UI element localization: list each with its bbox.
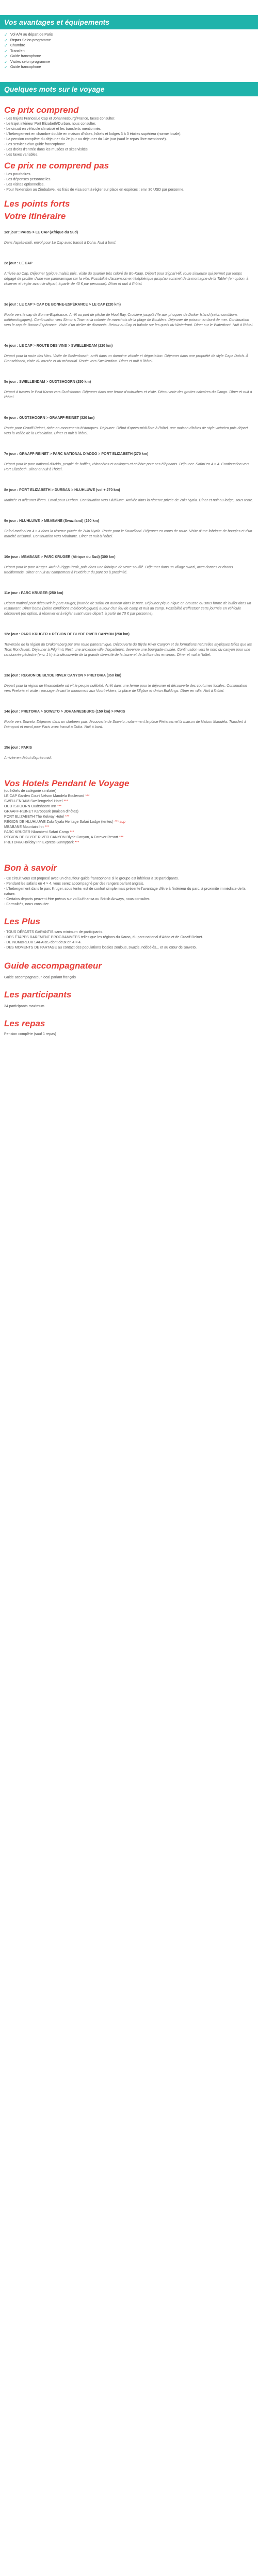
hotel-row [4, 825, 254, 830]
day-title: 13e jour : RÉGION DE BLYDE RIVER CANYON > PRETORIA (350 km) [4, 673, 122, 677]
day-title: 3e jour : LE CAP > CAP DE BONNE-ESPÉRANCE > LE CAP (220 km) [4, 302, 121, 307]
day-title: 14e jour : PRETORIA > SOWETO > JOHANNESBURG (150 km) > PARIS [4, 709, 125, 714]
hotel-row [4, 830, 254, 835]
day-block [4, 452, 254, 472]
feature-text: Guide francophone [10, 55, 41, 58]
noprix-item: - Les visites optionnelles. [4, 182, 45, 187]
day-title: 7e jour : GRAAFF-REINET > PARC NATIONAL D'ADDO > PORT ELIZABETH (270 km) [4, 452, 149, 456]
prix-item: - Le circuit en véhicule climatisé et les transferts mentionnés. [4, 127, 102, 131]
noprix-item: - Les dépenses personnelles. [4, 177, 52, 181]
day-text: Traversée de la région du Drakensberg par une route panoramique. Découverte du Blyde River Canyon et de formations naturelles atypiques telles que les Trois Rondavels. Déjeuner à Pilgrim's Rest, une ancienne ville d'orpailleurs, devenue une bourgade-musée. Continuation vers le nord du canyon pour une randonnée pédestre (env. 1 h) à la découverte de la grande diversité de la faune et de la flore des environs. Dîner et nuit à l'hôtel. [4, 642, 252, 657]
check-icon: ✓ [4, 59, 8, 64]
day-block [4, 632, 254, 658]
day-title: 10e jour : MBABANE > PARC KRUGER (Afrique du Sud) (300 km) [4, 555, 116, 559]
hotel-row [4, 799, 254, 804]
hotel-stars: *** sup [113, 820, 125, 824]
savoir-list [4, 876, 254, 907]
section-title-repas: Les repas [4, 1018, 45, 1028]
section-title-guide: Guide accompagnateur [4, 960, 102, 971]
band-about: Quelques mots sur le voyage [0, 82, 258, 96]
feature-item [4, 32, 258, 38]
hotel-stars: *** [118, 835, 123, 839]
repas-text: Pension complète (sauf 1 repas) [4, 1032, 56, 1036]
hotel-name: RÉGION DE HLUHLUWE Zulu Nyala Heritage Safari Lodge (tentes) [4, 820, 114, 824]
prix-item: - L'hébergement en chambre double en maison d'hôtes, hôtels et lodges 3 à 3 étoiles supérieur (norme locale). [4, 132, 182, 136]
features-list [0, 32, 258, 71]
day-title: 4e jour : LE CAP > ROUTE DES VINS > SWELLENDAM (220 km) [4, 344, 113, 348]
savoir-item: - Pendant les safaris en 4 × 4, vous serez accompagné par des rangers parlant anglais. [4, 882, 144, 886]
hotel-name: MBABANE Mountain Inn [4, 825, 44, 829]
plus-list [4, 930, 254, 951]
feature-text: Transfert [10, 49, 25, 53]
check-icon: ✓ [4, 48, 8, 54]
hotel-row [4, 809, 254, 815]
day-block [4, 230, 254, 246]
feature-item [4, 54, 258, 60]
hotel-name: LE CAP Garden Court Nelson Mandela Boulevard [4, 794, 85, 798]
day-block [4, 488, 254, 503]
savoir-item: - Formalités, nous consulter. [4, 902, 50, 906]
section-title-participants: Les participants [4, 989, 72, 999]
section-title-plus: Les Plus [4, 916, 40, 926]
hotel-row [4, 840, 254, 845]
day-text: Départ à travers le Petit Karoo vers Oudtshoorn. Déjeuner dans une ferme d'autruches et visite. Découverte des grottes calcaires du Cango. Dîner et nuit à l'hôtel. [4, 390, 252, 399]
day-text: Départ pour le parc Kruger. Arrêt à Piggs Peak, puis dans une fabrique de verre soufflé. Déjeuner dans un village swazi, avec danses et chants traditionnels. Dîner et nuit au campement à l'extérieur du parc ou à proximité. [4, 565, 233, 574]
feature-text: Chambre [10, 44, 25, 47]
noprix-list [4, 172, 254, 193]
day-text: Route vers le cap de Bonne-Espérance. Arrêt au port de pêche de Hout Bay. Croisière jusqu'à l'île aux phoques de Duiker Island (selon conditions météorologiques). Continuation vers Simon's Town et la colonie de manchots de la plage de Boulders. Déjeuner de poisson en bord de mer. Continuation vers le cap de Bonne-Espérance. Visite d'un atelier de diamants. Retour au Cap et balade sur les quais du Waterfront. Dîner sur le Waterfront. Nuit à l'hôtel. [4, 313, 253, 327]
prix-item: - Les taxes variables. [4, 152, 39, 157]
hotel-stars: *** [69, 830, 74, 834]
hotel-name: PORT ELIZABETH The Kelway Hotel [4, 815, 64, 819]
day-block [4, 673, 254, 694]
section-title-hotels: Vos Hotels Pendant le Voyage [4, 778, 130, 788]
day-text: Route vers Soweto. Déjeuner dans un shebeen puis découverte de Soweto, notamment la place Pietersen et la maison de Nelson Mandela. Transfert à l'aéroport et envol pour Paris avec transit à Doha. Nuit à bord. [4, 720, 247, 729]
hotel-name: PARC KRUGER Nkambeni Safari Camp [4, 830, 69, 834]
hotel-name: PRETORIA Holiday Inn Express Sunnypark [4, 840, 74, 844]
feature-item [4, 65, 258, 71]
day-title: 8e jour : PORT ELIZABETH > DURBAN > HLUHLUWE (vol + 270 km) [4, 488, 120, 492]
hotel-name: RÉGION DE BLYDE RIVER CANYON Blyde Canyon, A Forever Resort [4, 835, 118, 839]
savoir-item: - L'hébergement dans le parc Kruger, sous tente, est de confort simple mais présente l'avantage d'être à l'intérieur du parc, à proximité immédiate de la nature. [4, 887, 246, 896]
hotel-row [4, 804, 254, 809]
savoir-item: - Ce circuit vous est proposé avec un chauffeur-guide francophone si le groupe est inférieur à 10 participants. [4, 876, 179, 880]
noprix-item: - Pour l'extension au Zimbabwe, les frais de visa sont à régler sur place en espèces : env. 30 USD par personne. [4, 188, 185, 192]
day-block [4, 344, 254, 364]
check-icon: ✓ [4, 43, 8, 48]
savoir-item: - Certains départs peuvent être prévus sur vol Lufthansa ou British Airways, nous consulter. [4, 897, 150, 901]
hotel-name: SWELLENDAM Swellengrebel Hotel [4, 799, 63, 803]
feature-item [4, 60, 258, 65]
section-title-forts: Les points forts [4, 198, 70, 209]
feature-bold: Repas [10, 38, 22, 42]
plus-item: - TOUS DÉPARTS GARANTIS sans minimum de participants. [4, 930, 104, 934]
day-title: 1er jour : PARIS > LE CAP (Afrique du Sud) [4, 230, 78, 234]
prix-item: - Les services d'un guide francophone. [4, 142, 67, 146]
guide-text: Guide accompagnateur local parlant français [4, 975, 76, 979]
hotel-stars: *** [84, 794, 90, 798]
day-block [4, 380, 254, 400]
day-text: Route pour Graaff-Reinet, riche en monuments historiques. Déjeuner. Début d'après-midi libre à l'hôtel, une maison d'hôtes de style victorien puis départ vers la vallée de la Désolation. Dîner et nuit à l'hôtel. [4, 426, 248, 435]
plus-item: - DES ÉTAPES RAREMENT PROGRAMMÉES telles que les régions du Karoo, du parc national d'Addo et de Graaff-Reinet. [4, 935, 203, 939]
hotel-stars: *** [56, 804, 61, 808]
hotel-name: OUDTSHOORN Oudtshoorn Inn [4, 804, 56, 808]
hotel-row [4, 794, 254, 799]
day-text: Dans l'après-midi, envol pour Le Cap avec transit à Doha. Nuit à bord. [4, 241, 117, 245]
day-block [4, 519, 254, 539]
day-block [4, 302, 254, 328]
feature-item [4, 43, 258, 49]
day-text: Matinée et déjeuner libres. Envol pour Durban. Continuation vers Hluhluwe. Arrivée dans la réserve privée de Zulu Nyala. Dîner et nuit au lodge, sous tente. [4, 498, 253, 502]
band-advantages: Vos avantages et équipements [0, 15, 258, 29]
feature-text: Guide francophone [10, 65, 41, 69]
section-title-savoir: Bon à savoir [4, 862, 57, 873]
day-text: Safari matinal en 4 × 4 dans la réserve privée de Zulu Nyala. Route pour le Swaziland. Déjeuner en cours de route. Visite d'une fabrique de bougies et d'un marché artisanal. Continuation vers Mbabane. Dîner et nuit à l'hôtel. [4, 529, 252, 538]
prix-list [4, 116, 254, 158]
hotel-row [4, 835, 254, 840]
hotels-intro: (ou hôtels de catégorie similaire) [4, 789, 57, 793]
day-text: Départ pour le parc national d'Addo, peuplé de buffles, rhinocéros et antilopes et célèbre pour ses éléphants. Déjeuner. Safari en 4 × 4. Continuation vers Port Elizabeth. Dîner et nuit à l'hôtel. [4, 462, 250, 471]
day-text: Arrivée en début d'après-midi. [4, 756, 53, 760]
hotel-row [4, 815, 254, 820]
prix-item: - Les trajets France/Le Cap et Johannesburg/France, taxes consulter. [4, 116, 116, 121]
feature-text: Visites selon programme [10, 60, 50, 64]
prix-item: - La pension complète du déjeuner du 2e jour au déjeuner du 14e jour (sauf le repas libre mentionné). [4, 137, 167, 141]
prix-item: - Les droits d'entrée dans les musées et sites visités. [4, 147, 89, 151]
day-text: Arrivée au Cap. Déjeuner typique malais puis, visite du quartier très coloré de Bo-Kaap. Départ pour Signal Hill, route sinueuse qui permet par temps dégagé de profiter d'une vue panoramique sur la ville. Possibilité d'ascension en téléphérique jusqu'au sommet de la montagne de la Table* (en option, à réserver et régler avant le départ, à partir de 40 € par personne). Dîner et nuit à l'hôtel. [4, 272, 249, 286]
check-icon: ✓ [4, 54, 8, 59]
check-icon: ✓ [4, 38, 8, 43]
day-title: 9e jour : HLUHLUWE > MBABANE (Swaziland) (290 km) [4, 519, 99, 523]
itinerary [4, 230, 254, 761]
day-title: 12e jour : PARC KRUGER > RÉGION DE BLYDE RIVER CANYON (250 km) [4, 632, 130, 636]
section-title-itineraire: Votre itinéraire [4, 211, 66, 221]
hotel-stars: *** [63, 815, 70, 819]
day-block [4, 591, 254, 617]
noprix-item: - Les pourboires. [4, 172, 31, 176]
day-title: 15e jour : PARIS [4, 745, 32, 750]
feature-text: Selon programme [21, 38, 51, 42]
participants-text: 34 participants maximum [4, 1004, 44, 1008]
hotels-list [4, 789, 254, 845]
section-title-noprix: Ce prix ne comprend pas [4, 160, 109, 171]
feature-item [4, 49, 258, 55]
hotel-stars: *** [43, 825, 49, 829]
day-block [4, 555, 254, 575]
day-block [4, 709, 254, 730]
check-icon: ✓ [4, 65, 8, 70]
plus-item: - DE NOMBREUX SAFARIS dont deux en 4 × 4. [4, 940, 82, 944]
hotel-name: GRAAFF-REINET Karoopark (maison d'hôtes) [4, 809, 78, 814]
hotel-stars: *** [62, 799, 68, 803]
prix-item: - Le trajet intérieur Port Elizabeth/Durban, nous consulter. [4, 122, 96, 126]
hotel-row [4, 820, 254, 825]
day-block [4, 745, 254, 761]
day-title: 6e jour : OUDTSHOORN > GRAAFF-REINET (320 km) [4, 416, 95, 420]
section-title-prix: Ce prix comprend [4, 105, 79, 115]
day-block [4, 416, 254, 436]
day-text: Départ pour la route des Vins. Visite de Stellenbosch, arrêt dans un domaine viticole et dégustation. Déjeuner dans une propriété de style Cape Dutch. À Franschhoek, visite du musée et du mémorial. Route vers Swellendam. Dîner et nuit à l'hôtel. [4, 354, 248, 363]
feature-item [4, 38, 258, 44]
day-block [4, 261, 254, 287]
hotel-stars: *** [73, 840, 79, 844]
check-icon: ✓ [4, 32, 8, 37]
day-title: 5e jour : SWELLENDAM > OUDTSHOORN (250 km) [4, 380, 91, 384]
day-text: Départ matinal pour découvrir le parc Kruger, journée de safari en autocar dans le parc. Déjeuner pique-nique en brousse ou sous forme de buffet dans un restaurant. Dîner boma (selon conditions météorologiques) autour d'un feu de camp et nuit au camp. Possibilité d'effectuer cette journée en véhicule découvert (en option, à réserver et à régler avant votre départ, à partir de 70 € par personne). [4, 601, 251, 616]
feature-text: Vol A/R au départ de Paris [10, 33, 53, 37]
day-title: 11e jour : PARC KRUGER (250 km) [4, 591, 63, 595]
plus-item: - DES MOMENTS DE PARTAGE au contact des populations locales zoulous, swazis, ndébélés... et au cœur de Soweto. [4, 945, 197, 950]
day-title: 2e jour : LE CAP [4, 261, 33, 265]
day-text: Départ pour la région de Kwandebele où vit le peuple ndébélé. Arrêt dans une ferme pour le déjeuner et découverte des coutumes locales. Continuation vers Pretoria et visite : passage devant le monument aux Voortrekkers, la place de l'Église et Union Buildings. Dîner en ville. Nuit à l'hôtel. [4, 684, 247, 693]
